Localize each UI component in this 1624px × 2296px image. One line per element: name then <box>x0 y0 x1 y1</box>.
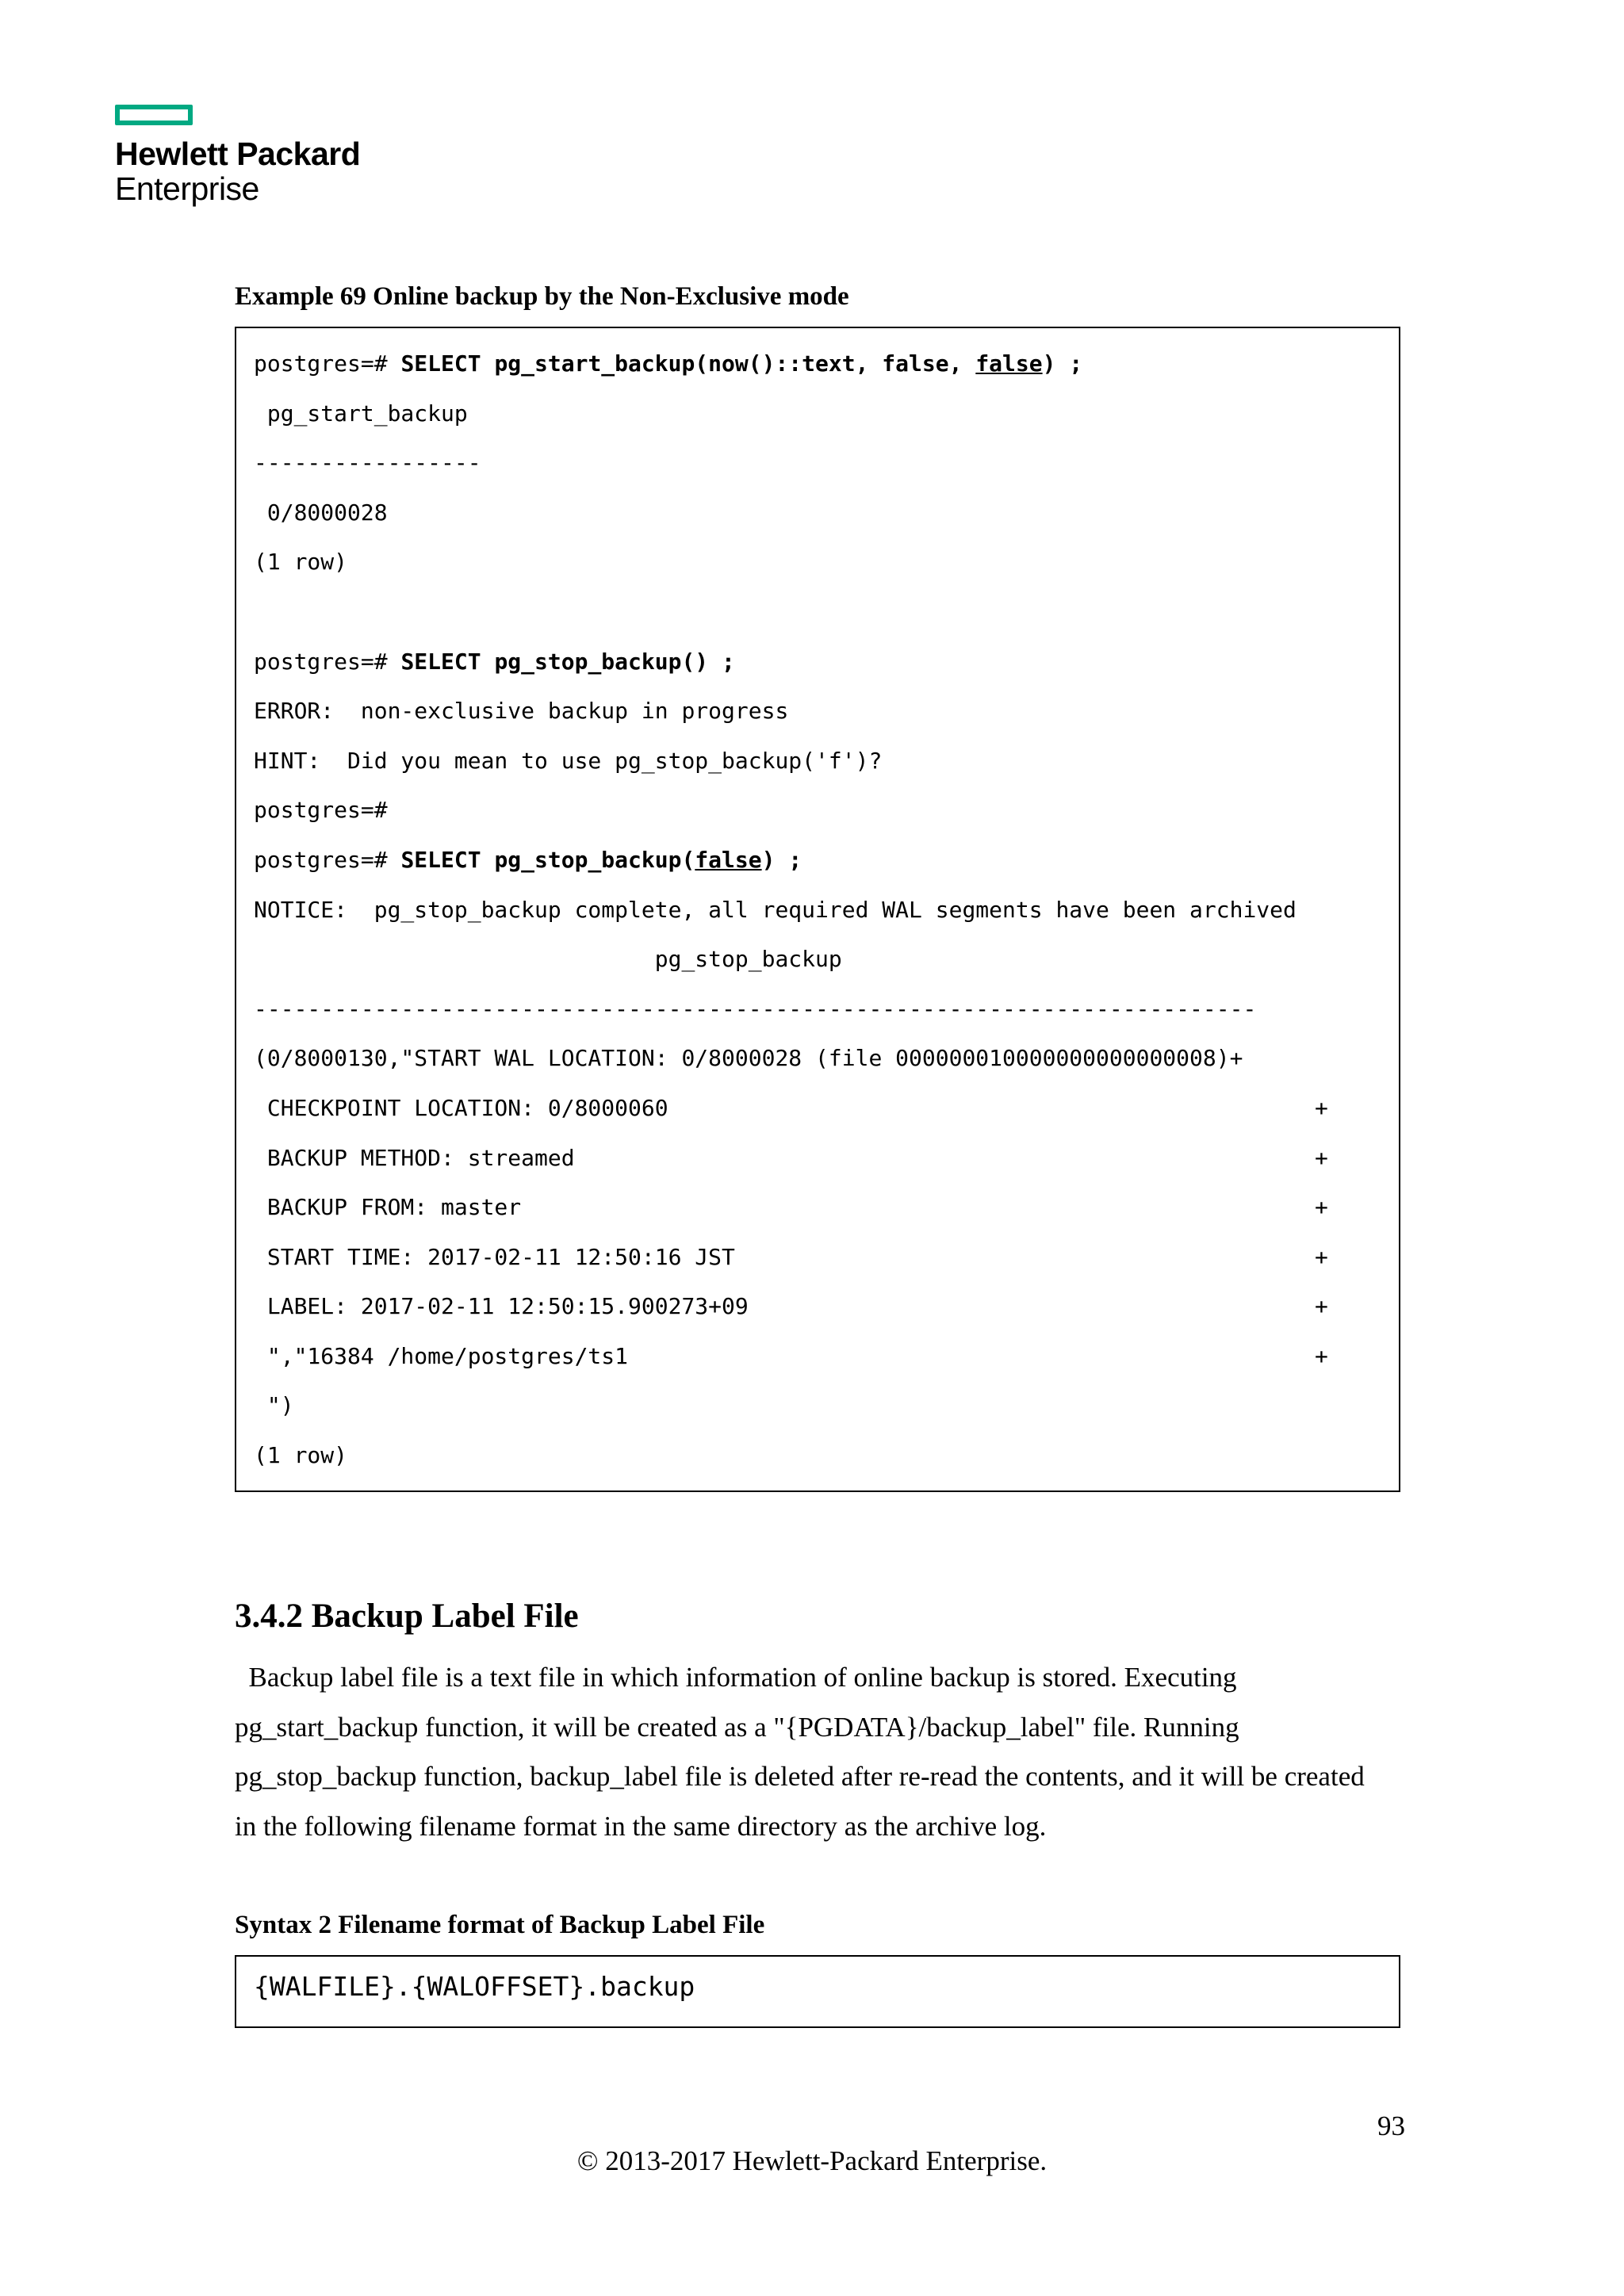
copyright-notice: © 2013-2017 Hewlett-Packard Enterprise. <box>576 2145 1048 2176</box>
code-segment: postgres=# <box>254 350 401 377</box>
code-line <box>236 1431 1399 1481</box>
code-segment: (1 row) <box>254 549 348 576</box>
section-heading: 3.4.2 Backup Label File <box>235 1598 579 1635</box>
code-line <box>236 687 1399 737</box>
code-segment: SELECT pg_start_backup(now()::text, false, <box>400 350 976 377</box>
code-line <box>236 737 1399 786</box>
code-line <box>236 538 1399 587</box>
code-line <box>236 339 1399 389</box>
code-line <box>236 886 1399 936</box>
hpe-logo-mark <box>115 105 193 125</box>
code-segment: --------------------------------------------------------------------------- <box>254 995 1257 1022</box>
hpe-logo <box>115 105 360 206</box>
code-line <box>236 985 1399 1035</box>
code-line <box>236 488 1399 538</box>
code-line <box>236 1381 1399 1431</box>
code-segment: false <box>695 846 762 873</box>
line-continuation-marker: + <box>1315 1144 1328 1171</box>
paragraph-line: Backup label file is a text file in which information of online backup is stored. Executing <box>235 1662 1237 1693</box>
section-paragraph <box>235 1653 1405 1852</box>
code-line <box>236 935 1399 985</box>
code-segment: pg_stop_backup <box>254 946 842 973</box>
code-line <box>236 389 1399 439</box>
syntax-code: {WALFILE}.{WALOFFSET}.backup <box>254 1971 695 2002</box>
code-segment: ----------------- <box>254 450 481 476</box>
logo-text-line1: Hewlett Packard <box>115 136 361 172</box>
code-segment: BACKUP METHOD: streamed <box>254 1144 575 1171</box>
code-segment: ") <box>254 1392 294 1419</box>
paragraph-line: pg_start_backup function, it will be created as a "{PGDATA}/backup_label" file. Running <box>235 1711 1239 1743</box>
code-segment: (0/8000130,"START WAL LOCATION: 0/8000028 (file 000000010000000000000008)+ <box>254 1045 1243 1072</box>
code-line <box>236 587 1399 637</box>
code-segment: postgres=# <box>254 648 401 675</box>
syntax-code-block <box>235 1955 1400 2028</box>
code-line <box>236 1282 1399 1332</box>
code-line <box>236 1332 1399 1382</box>
code-segment: postgres=# <box>254 797 388 824</box>
code-line <box>236 1034 1399 1084</box>
code-segment: ","16384 /home/postgres/ts1 <box>254 1342 629 1369</box>
line-continuation-marker: + <box>1315 1342 1328 1369</box>
code-line <box>236 637 1399 687</box>
code-segment: HINT: Did you mean to use pg_stop_backup('f')? <box>254 747 883 774</box>
paragraph-line: in the following filename format in the same directory as the archive log. <box>235 1811 1047 1843</box>
code-segment: ERROR: non-exclusive backup in progress <box>254 698 789 725</box>
line-continuation-marker: + <box>1315 1293 1328 1320</box>
code-segment: (1 row) <box>254 1442 348 1469</box>
code-segment: SELECT pg_stop_backup() ; <box>400 648 735 675</box>
code-segment: false <box>975 350 1043 377</box>
code-line <box>236 1233 1399 1283</box>
code-line <box>236 836 1399 886</box>
code-segment: SELECT pg_stop_backup( <box>400 846 695 873</box>
code-segment: ) ; <box>761 846 802 873</box>
code-segment: LABEL: 2017-02-11 12:50:15.900273+09 <box>254 1293 749 1320</box>
code-segment: postgres=# <box>254 846 401 873</box>
code-line <box>236 1183 1399 1233</box>
line-continuation-marker: + <box>1315 1094 1328 1121</box>
code-line <box>236 786 1399 836</box>
code-segment: pg_start_backup <box>254 400 468 427</box>
code-segment: ) ; <box>1042 350 1083 377</box>
code-segment: BACKUP FROM: master <box>254 1194 522 1221</box>
code-line <box>236 438 1399 488</box>
example-code-block <box>235 327 1400 1492</box>
logo-text-line2: Enterprise <box>115 170 259 207</box>
example-caption: Example 69 Online backup by the Non-Exclusive mode <box>235 282 849 311</box>
line-continuation-marker: + <box>1315 1194 1328 1221</box>
code-segment: CHECKPOINT LOCATION: 0/8000060 <box>254 1094 668 1121</box>
code-segment: NOTICE: pg_stop_backup complete, all required WAL segments have been archived <box>254 896 1297 923</box>
syntax-caption: Syntax 2 Filename format of Backup Label File <box>235 1911 765 1939</box>
code-segment: 0/8000028 <box>254 499 388 526</box>
page-number: 93 <box>1377 2110 1405 2141</box>
paragraph-line: pg_stop_backup function, backup_label file is deleted after re-read the contents, and it will be created <box>235 1761 1365 1793</box>
line-continuation-marker: + <box>1315 1243 1328 1270</box>
code-line <box>236 1084 1399 1134</box>
code-line <box>236 1134 1399 1184</box>
code-segment: START TIME: 2017-02-11 12:50:16 JST <box>254 1243 735 1270</box>
